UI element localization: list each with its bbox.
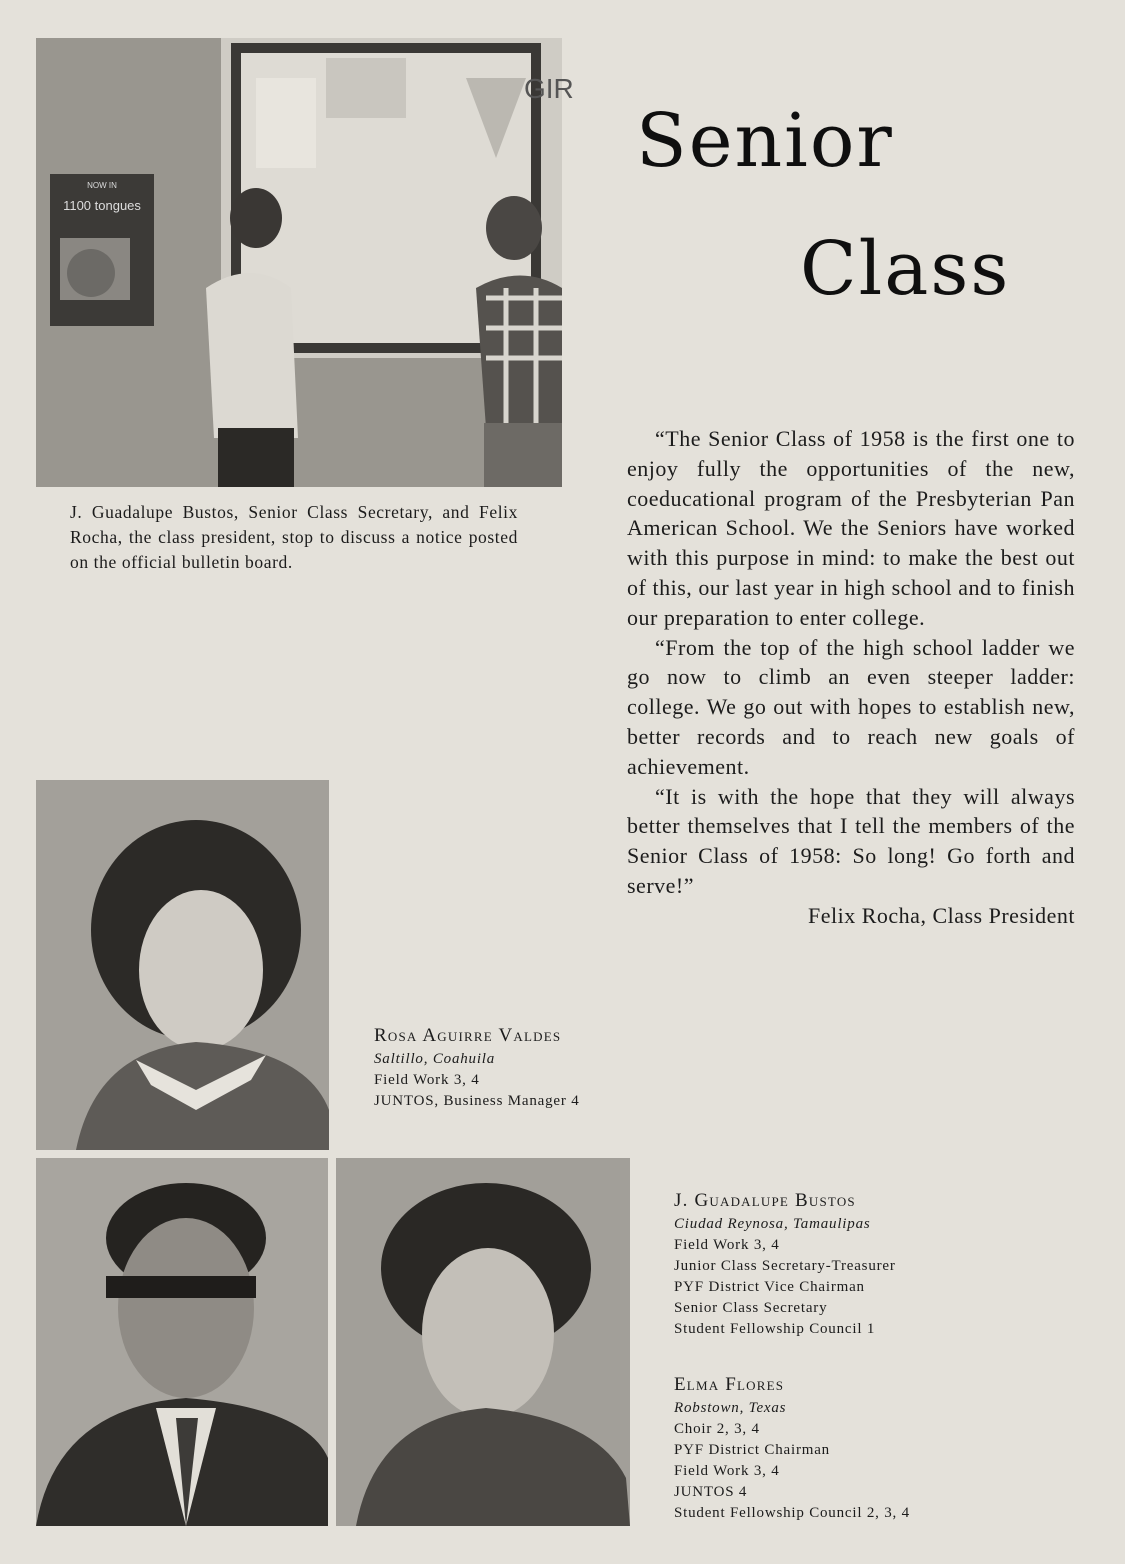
message-paragraph-1: “The Senior Class of 1958 is the first one to enjoy fully the opportunities of the new, coeducational program of the Presbyterian Pan American School. We the Seniors have worked with this purpose in mind: to make the best out of this, our last year in high school and to finish our preparation to enter college.	[627, 426, 1075, 630]
senior-activity: Field Work 3, 4	[674, 1237, 780, 1253]
bio-elma-flores	[674, 1372, 910, 1524]
poster-line2: 1100 tongues	[63, 198, 141, 213]
senior-activity: Junior Class Secretary-Treasurer	[674, 1258, 896, 1274]
page-title-line2: Class	[800, 226, 1011, 312]
senior-hometown: Ciudad Reynosa, Tamaulipas	[674, 1216, 871, 1232]
senior-hometown: Saltillo, Coahuila	[374, 1051, 496, 1067]
portrait-rosa-aguirre-valdes	[36, 780, 329, 1150]
senior-activity: Senior Class Secretary	[674, 1300, 828, 1316]
senior-name: J. Guadalupe Bustos	[674, 1190, 856, 1211]
senior-activity: Field Work 3, 4	[674, 1463, 780, 1479]
group-photo-caption: J. Guadalupe Bustos, Senior Class Secretary, and Felix Rocha, the class president, stop to discuss a notice posted on the official bulletin board.	[70, 502, 518, 572]
senior-activity: JUNTOS 4	[674, 1484, 748, 1500]
senior-name: Elma Flores	[674, 1374, 785, 1395]
senior-activity: JUNTOS, Business Manager 4	[374, 1093, 580, 1109]
bulletin-board-scene	[36, 38, 574, 487]
bio-rosa-aguirre-valdes	[374, 1023, 580, 1112]
poster-line1: NOW IN	[87, 181, 117, 190]
group-photo	[36, 38, 574, 487]
senior-hometown: Robstown, Texas	[674, 1400, 787, 1416]
message-paragraph-3: “It is with the hope that they will always better themselves that I tell the members of the Senior Class of 1958: So long! Go forth and serve!”	[627, 783, 1075, 898]
senior-activity: Field Work 3, 4	[374, 1072, 480, 1088]
message-paragraph-2: “From the top of the high school ladder we go now to climb an even steeper ladder: college. We go out with hopes to establish new, better records and to reach new goals of achievement.	[627, 634, 1075, 779]
portrait-j-guadalupe-bustos	[36, 1158, 328, 1526]
senior-activity: PYF District Chairman	[674, 1442, 830, 1458]
portrait-elma-flores	[336, 1158, 630, 1526]
senior-name: Rosa Aguirre Valdes	[374, 1025, 562, 1046]
page-title-line1: Senior	[636, 98, 894, 184]
senior-activity: Student Fellowship Council 2, 3, 4	[674, 1505, 910, 1521]
sign-text: GIR	[524, 73, 574, 104]
senior-activity: Student Fellowship Council 1	[674, 1321, 876, 1337]
message-signature: Felix Rocha, Class President	[808, 902, 1075, 928]
president-message	[627, 424, 1075, 931]
senior-activity: Choir 2, 3, 4	[674, 1421, 760, 1437]
bio-j-guadalupe-bustos	[674, 1188, 896, 1340]
senior-activity: PYF District Vice Chairman	[674, 1279, 865, 1295]
